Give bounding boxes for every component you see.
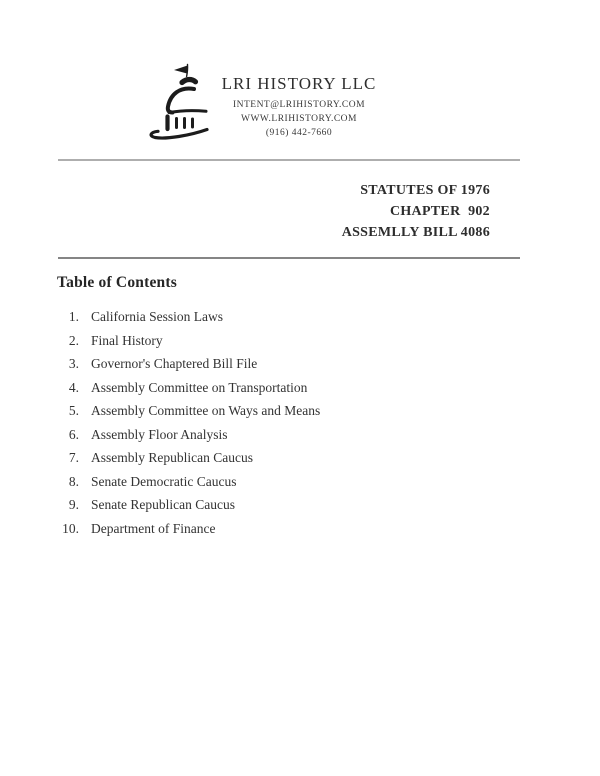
- website-text: WWW.LRIHISTORY.COM: [241, 114, 357, 124]
- toc-item-label: Assembly Floor Analysis: [91, 426, 228, 442]
- toc-item-label: Assembly Committee on Ways and Means: [91, 403, 321, 418]
- toc-item-number: 1.: [68, 309, 79, 324]
- toc-item: [0, 470, 600, 494]
- toc-item: [0, 399, 600, 423]
- toc-item: [0, 329, 600, 353]
- toc-item-number: 5.: [68, 403, 79, 418]
- toc-item: [0, 376, 600, 400]
- email-text: INTENT@LRIHISTORY.COM: [232, 100, 366, 110]
- company-name: LRI HISTORY LLC: [221, 74, 377, 93]
- toc-item-label: Assembly Committee on Transportation: [91, 379, 308, 395]
- toc-item-number: 8.: [68, 473, 79, 489]
- divider-top: [58, 159, 520, 161]
- toc-list: [0, 305, 600, 540]
- toc-item-label: California Session Laws: [91, 309, 223, 324]
- toc-item: [0, 352, 600, 376]
- toc-item-label: Governor's Chaptered Bill File: [91, 356, 258, 371]
- toc-item-number: 9.: [68, 497, 79, 512]
- toc-item-label: Department of Finance: [91, 520, 216, 536]
- statute-reference: [342, 180, 490, 243]
- chapter-line: CHAPTER 902: [389, 204, 490, 219]
- statutes-line: STATUTES OF 1976: [360, 183, 490, 198]
- toc-item: [0, 423, 600, 447]
- toc-item-label: Assembly Republican Caucus: [91, 450, 253, 465]
- divider-bottom: [58, 257, 520, 259]
- toc-item-number: 2.: [68, 332, 79, 348]
- toc-item: [0, 493, 600, 517]
- contact-block: [189, 98, 409, 140]
- toc-item: [0, 446, 600, 470]
- toc-item-label: Final History: [91, 332, 163, 348]
- toc-item-number: 4.: [68, 379, 79, 395]
- toc-item-number: 3.: [68, 356, 79, 371]
- toc-item-label: Senate Republican Caucus: [91, 497, 235, 512]
- toc-item: [0, 517, 600, 541]
- bill-line: ASSEMLLY BILL 4086: [341, 225, 490, 240]
- toc-item-number: 6.: [68, 426, 79, 442]
- toc-item: [0, 305, 600, 329]
- phone-text: (916) 442-7660: [265, 128, 333, 138]
- toc-item-number: 7.: [68, 450, 79, 465]
- letterhead: [189, 74, 409, 140]
- toc-heading: Table of Contents: [57, 274, 177, 291]
- toc-item-number: 10.: [62, 520, 79, 536]
- toc-item-label: Senate Democratic Caucus: [91, 473, 237, 489]
